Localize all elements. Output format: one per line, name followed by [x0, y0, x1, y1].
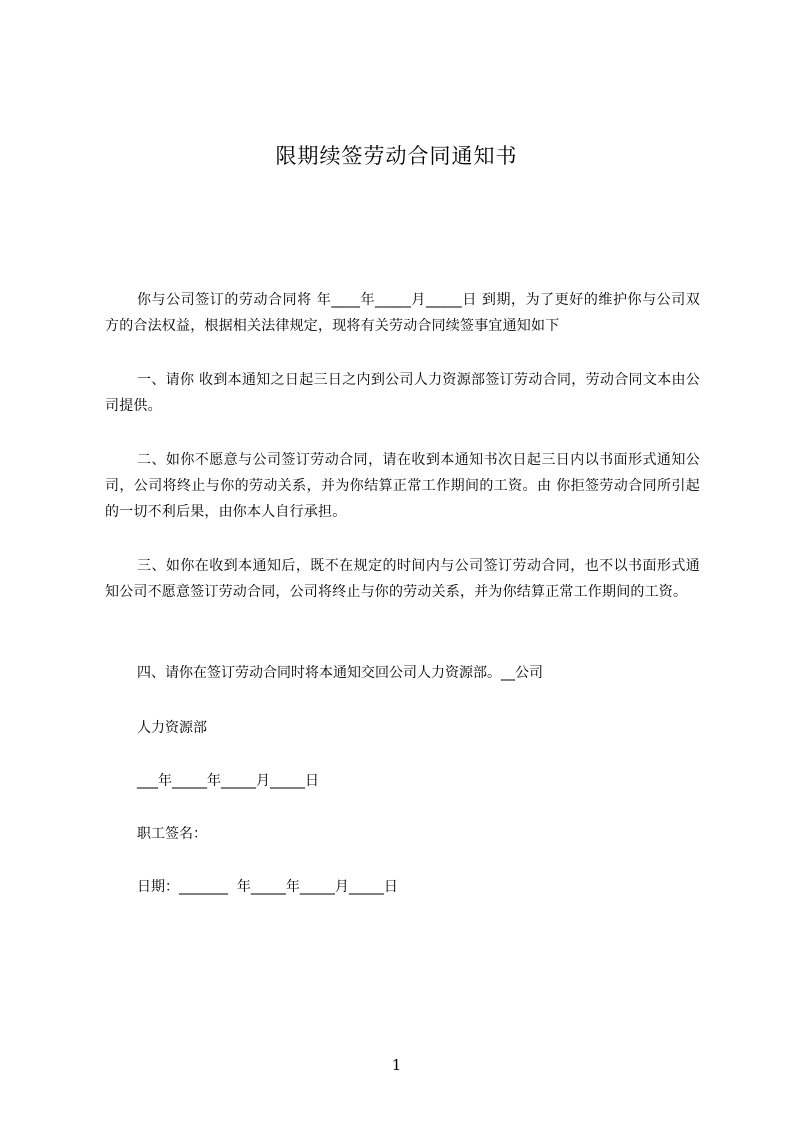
paragraph-intro: 你与公司签订的劳动合同将 年____年_____月_____日 到期，为了更好的维护你与公司双方的合法权益，根据相关法律规定，现将有关劳动合同续签事宜通知如下	[105, 292, 700, 334]
paragraph-item-four: 四、请你在签订劳动合同时将本通知交回公司人力资源部。__公司	[137, 665, 543, 681]
signature-date-field: 日期：_______ 年_____年_____月_____日	[137, 879, 398, 895]
paragraph-item-one: 一、请你 收到本通知之日起三日之内到公司人力资源部签订劳动合同，劳动合同文本由公司提供。	[105, 372, 700, 414]
department-name: 人力资源部	[137, 720, 207, 736]
employee-signature-label: 职工签名：	[137, 826, 207, 842]
paragraph-item-three: 三、如你在收到本通知后，既不在规定的时间内与公司签订劳动合同，也不以书面形式通知公司不愿意签订劳动合同，公司将终止与你的劳动关系，并为你结算正常工作期间的工资。	[105, 558, 700, 600]
notice-date-line: ___年_____年_____月_____日	[137, 773, 319, 789]
document-title: 限期续签劳动合同通知书	[275, 144, 518, 168]
paragraph-item-two: 二、如你不愿意与公司签订劳动合同，请在收到本通知书次日起三日内以书面形式通知公司，公司将终止与你的劳动关系，并为你结算正常工作期间的工资。由 你拒签劳动合同所引起的一切不利后果，由你本人自行承担。	[105, 452, 700, 520]
page-number: 1	[391, 1056, 402, 1074]
